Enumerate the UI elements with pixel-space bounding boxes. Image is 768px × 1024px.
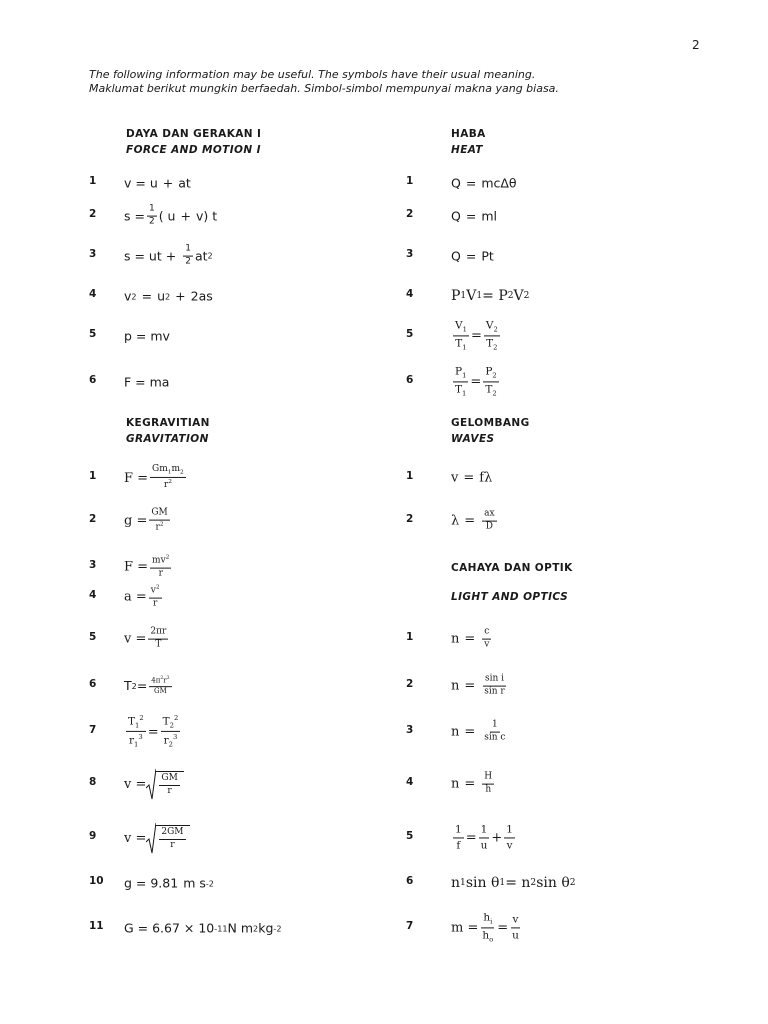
light-title-my: CAHAYA DAN OPTIK: [451, 562, 573, 574]
force-motion-title-my: DAYA DAN GERAKAN I: [126, 128, 262, 140]
force-motion-title-en: FORCE AND MOTION I: [126, 144, 261, 156]
gravitation-title-my: KEGRAVITIAN: [126, 417, 210, 429]
square-root-icon: $\frac{GM}{r}$: [146, 768, 183, 800]
waves-title-en: WAVES: [451, 433, 495, 445]
gravitation-title-en: GRAVITATION: [126, 433, 209, 445]
heat-title-my: HABA: [451, 128, 486, 140]
heat-title-en: HEAT: [451, 144, 483, 156]
left-column: DAYA DAN GERAKAN I FORCE AND MOTION I 1 v = u + at 2 s = $\frac{1}{2}$ ( u + v) t 3 s = ut + $\frac{1}{2}$ at 2 4 v 2 = u 2 + 2as 5 p = mv 6 F = ma KEGRAVITIAN GRAVITATION 1 F = $\frac{Gm_1m_2}{r^2}$ 2 g = $\frac{GM}{r^2}$ 3 F = $\frac{mv^2}{r}$ 4 a = $\frac{v^2}{r}$ 5 v = $\frac{2\pi r}{T}$ 6 T 2 = $\frac{4\pi^2r^3}{GM}$ 7 $\frac{T_1^2}{r_1^3}$ = $\frac{T_2^2}{r_2^3}$ 8 v = $\frac{GM}{r}$ 9 v = $\frac{2GM}{r}$ 10 g = 9.81 m s -2 11 G = 6.67 × 10 -11 N m 2 kg -2: [89, 128, 282, 936]
page-number: 2: [692, 38, 700, 52]
intro-english: The following information may be useful. The symbols have their usual meaning.: [89, 68, 536, 81]
intro-malay: Maklumat berikut mungkin berfaedah. Simbol-simbol mempunyai makna yang biasa.: [89, 82, 559, 95]
right-column: HABA HEAT 1 Q = mcΔθ 2 Q = ml 3 Q = Pt 4 P 1 V 1 = P 2 V 2 5 $\frac{V_1}{T_1}$ = $\frac{V_2}{T_2}$ 6 $\frac{P_1}{T_1}$ = $\frac{P_2}{T_2}$ GELOMBANG WAVES 1 v = fλ 2 λ = $\frac{ax}{D}$ CAHAYA DAN OPTIK LIGHT AND OPTICS 1 n = $\frac{c}{v}$ 2 n = $\frac{\text{sin i}}{\text{sin r}}$ 3 n = $\frac{1}{\text{sin c}}$ 4 n = $\frac{H}{h}$ 5 $\frac{1}{f}$ = $\frac{1}{u}$ + $\frac{1}{v}$ 6 n 1 sin θ 1 = n 2 sin θ 2 7 m = $\frac{h_i}{h_o}$ = $\frac{v}{u}$: [406, 128, 576, 944]
waves-title-my: GELOMBANG: [451, 417, 530, 429]
light-title-en: LIGHT AND OPTICS: [451, 591, 569, 603]
square-root-icon: $\frac{2GM}{r}$: [146, 822, 189, 854]
